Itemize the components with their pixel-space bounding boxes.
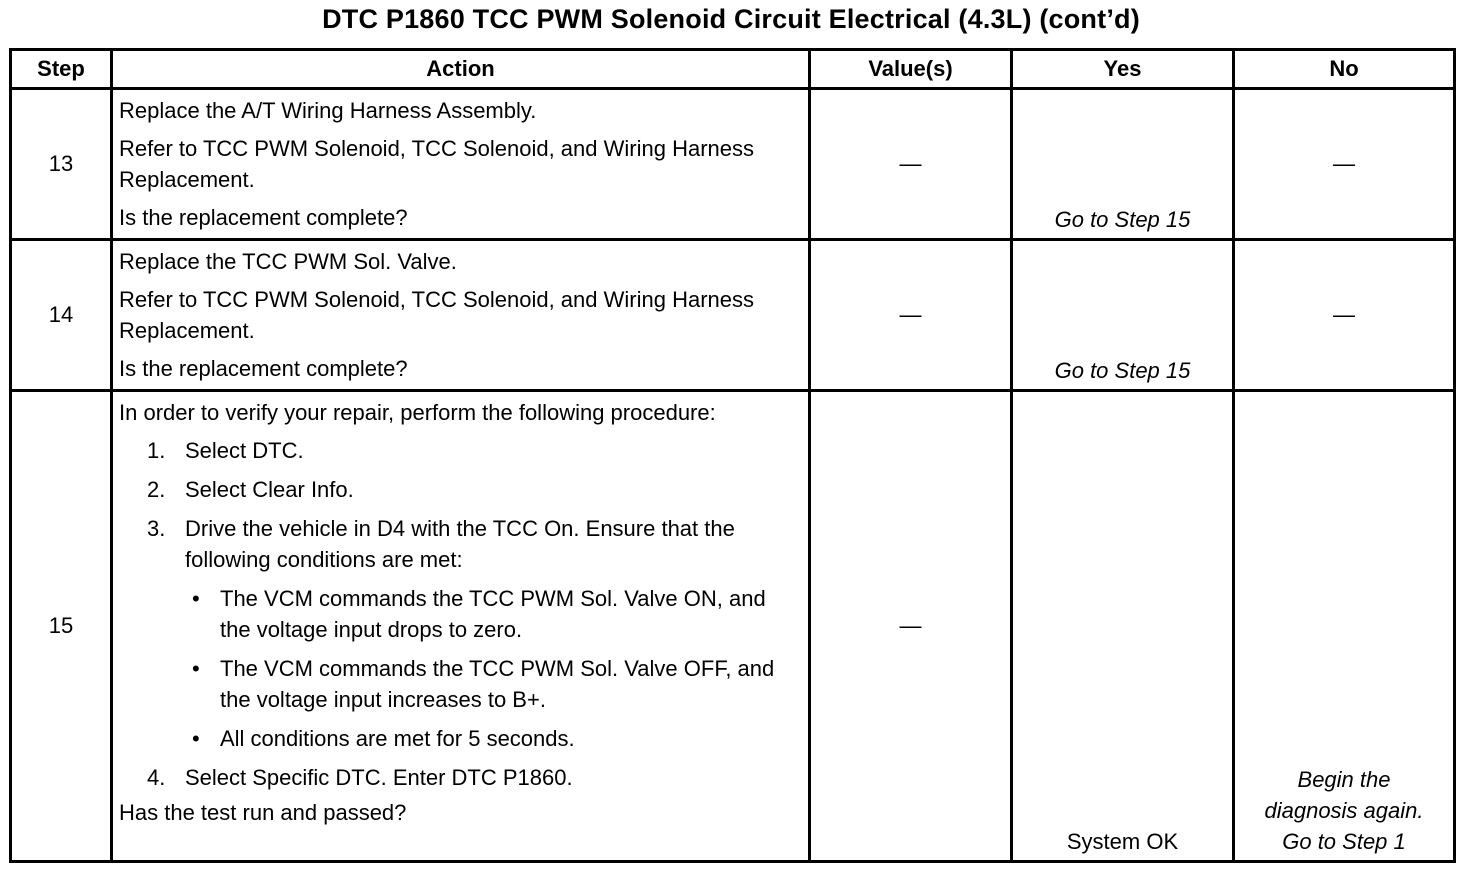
step-number: 13 xyxy=(11,89,112,240)
yes-link[interactable]: Go to Step 15 xyxy=(1054,358,1191,383)
header-step: Step xyxy=(11,50,112,89)
value-cell xyxy=(810,391,1012,862)
yes-cell xyxy=(1012,240,1234,391)
value-cell xyxy=(810,89,1012,240)
header-values: Value(s) xyxy=(810,50,1012,89)
diagnostic-table xyxy=(9,48,1456,863)
action-text: Replace the TCC PWM Sol. Valve. xyxy=(119,249,457,274)
condition-item: • The VCM commands the TCC PWM Sol. Valve OFF, and the voltage input increases to B+. xyxy=(185,653,802,715)
action-text: Refer to TCC PWM Solenoid, TCC Solenoid, and Wiring Harness Replacement. xyxy=(119,136,754,192)
action-cell xyxy=(112,240,810,391)
table-row xyxy=(11,391,1455,862)
no-link[interactable]: Begin the diagnosis again. Go to Step 1 xyxy=(1264,767,1424,854)
action-intro: In order to verify your repair, perform the following procedure: xyxy=(119,400,716,425)
yes-result: System OK xyxy=(1066,829,1179,854)
no-cell xyxy=(1234,391,1455,862)
procedure-step: 3. Drive the vehicle in D4 with the TCC On. Ensure that the following conditions are met: • The VCM commands the TCC PWM Sol. Valve ON, and the voltage input drops to zero. • The VCM commands the TCC PWM Sol. Valve OFF, and the voltage input increases to B+. • All conditions are met for 5 seconds. xyxy=(119,513,802,754)
value-dash: — xyxy=(899,151,922,176)
bullet-icon: • xyxy=(192,586,200,611)
action-question: Has the test run and passed? xyxy=(119,800,407,825)
yes-cell xyxy=(1012,391,1234,862)
bullet-icon: • xyxy=(192,656,200,681)
step-number: 14 xyxy=(11,240,112,391)
no-dash: — xyxy=(1333,151,1355,176)
condition-list xyxy=(185,583,802,754)
no-cell xyxy=(1234,240,1455,391)
table-header-row xyxy=(11,50,1455,89)
table-row xyxy=(11,240,1455,391)
step-number: 15 xyxy=(11,391,112,862)
action-text: Replace the A/T Wiring Harness Assembly. xyxy=(119,98,537,123)
action-cell xyxy=(112,391,810,862)
action-question: Is the replacement complete? xyxy=(119,356,408,381)
value-dash: — xyxy=(899,613,922,638)
procedure-step: 4. Select Specific DTC. Enter DTC P1860. xyxy=(147,765,573,790)
yes-link[interactable]: Go to Step 15 xyxy=(1054,207,1191,232)
page-title: DTC P1860 TCC PWM Solenoid Circuit Electrical (4.3L) (cont’d) xyxy=(322,4,1140,34)
value-dash: — xyxy=(899,302,922,327)
condition-item: • All conditions are met for 5 seconds. xyxy=(185,723,802,754)
no-cell xyxy=(1234,89,1455,240)
no-dash: — xyxy=(1333,302,1355,327)
procedure-list xyxy=(119,435,802,793)
action-text: Refer to TCC PWM Solenoid, TCC Solenoid, and Wiring Harness Replacement. xyxy=(119,287,754,343)
table-row xyxy=(11,89,1455,240)
action-question: Is the replacement complete? xyxy=(119,205,408,230)
header-yes: Yes xyxy=(1012,50,1234,89)
value-cell xyxy=(810,240,1012,391)
procedure-step: 1. Select DTC. xyxy=(147,438,304,463)
condition-item: • The VCM commands the TCC PWM Sol. Valve ON, and the voltage input drops to zero. xyxy=(185,583,802,645)
header-no: No xyxy=(1234,50,1455,89)
header-action: Action xyxy=(112,50,810,89)
yes-cell xyxy=(1012,89,1234,240)
procedure-step: 2. Select Clear Info. xyxy=(147,477,354,502)
action-cell xyxy=(112,89,810,240)
bullet-icon: • xyxy=(192,726,200,751)
